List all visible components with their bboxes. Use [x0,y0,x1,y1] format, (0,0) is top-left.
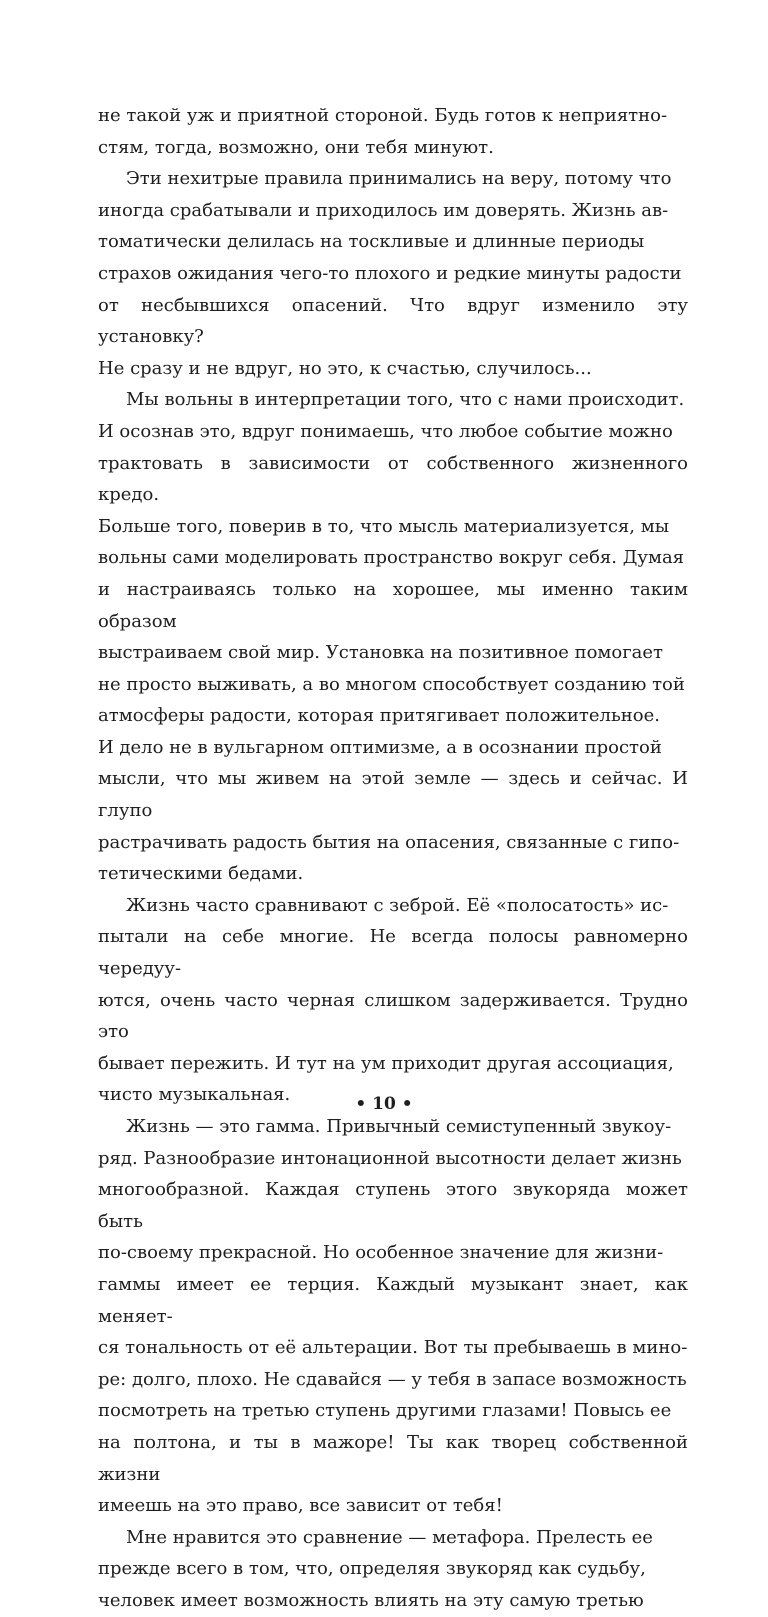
text-line: на полтона, и ты в мажоре! Ты как творец собственной жизни [98,1431,688,1485]
text-line: ются, очень часто черная слишком задерживается. Трудно это [98,989,688,1043]
paragraph-5 [98,1111,688,1522]
text-line: Не сразу и не вдруг, но это, к счастью, случилось... [98,357,592,379]
text-line: Жизнь часто сравнивают с зеброй. Её «полосатость» ис- [126,894,669,916]
text-line: не такой уж и приятной стороной. Будь готов к неприятно- [98,105,668,126]
text-line: Мне нравится это сравнение — метафора. Прелесть ее [126,1526,653,1548]
text-line: Мы вольны в интерпретации того, что с нами происходит. [126,389,685,411]
page-number: • 10 • [355,1094,413,1114]
text-line: выстраиваем свой мир. Установка на позитивное помогает [98,642,664,664]
text-line: бывает пережить. И тут на ум приходит другая ассоциация, [98,1052,674,1074]
text-line: чисто музыкальная. [98,1084,291,1106]
text-line: Эти нехитрые правила принимались на веру, потому что [126,168,672,190]
text-line: мысли, что мы живем на этой земле — здесь и сейчас. И глупо [98,768,688,822]
body-text [98,100,688,1617]
text-line: ряд. Разнообразие интонационной высотности делает жизнь [98,1147,682,1169]
text-line: атмосферы радости, которая притягивает положительное. [98,705,660,727]
text-line: растрачивать радость бытия на опасения, связанные с гипо- [98,831,680,853]
text-line: гаммы имеет ее терция. Каждый музыкант знает, как меняет- [98,1273,688,1327]
text-line: Больше того, поверив в то, что мысль материализуется, мы [98,515,670,537]
text-line: И дело не в вульгарном оптимизме, а в осознании простой [98,736,662,758]
text-line: человек имеет возможность влиять на эту самую третью [98,1589,644,1611]
text-line: прежде всего в том, что, определяя звукоряд как судьбу, [98,1558,646,1580]
text-line: по-своему прекрасной. Но особенное значение для жизни- [98,1242,664,1264]
paragraph-3 [98,384,688,890]
text-line: тетическими бедами. [98,863,304,885]
text-line: страхов ожидания чего-то плохого и редкие минуты радости [98,262,682,284]
text-line: томатически делилась на тоскливые и длинные периоды [98,231,645,253]
text-line: не просто выживать, а во многом способствует созданию той [98,673,685,695]
text-line: стям, тогда, возможно, они тебя минуют. [98,136,494,158]
paragraph-1 [98,100,688,163]
text-line: вольны сами моделировать пространство вокруг себя. Думая [98,547,685,569]
paragraph-4 [98,890,688,1111]
text-line: ре: долго, плохо. Не сдавайся — у тебя в запасе возможность [98,1368,687,1390]
paragraph-2 [98,163,688,384]
text-line: от несбывшихся опасений. Что вдруг изменило эту установку? [98,294,688,348]
text-line: ся тональность от её альтерации. Вот ты пребываешь в мино- [98,1337,688,1359]
text-line: и настраиваясь только на хорошее, мы именно таким образом [98,578,688,632]
paragraph-6 [98,1522,688,1617]
text-line: посмотреть на третью ступень другими глазами! Повысь ее [98,1400,672,1422]
text-line: имеешь на это право, все зависит от тебя! [98,1495,503,1517]
text-line: трактовать в зависимости от собственного жизненного кредо. [98,452,688,506]
text-line: Жизнь — это гамма. Привычный семиступенный звукоу- [126,1116,672,1137]
text-line: иногда срабатывали и приходилось им доверять. Жизнь ав- [98,199,669,221]
text-line: И осознав это, вдруг понимаешь, что любое событие можно [98,420,673,442]
text-line: пытали на себе многие. Не всегда полосы равномерно чередуу- [98,926,688,980]
text-line: многообразной. Каждая ступень этого звукоряда может быть [98,1179,688,1232]
